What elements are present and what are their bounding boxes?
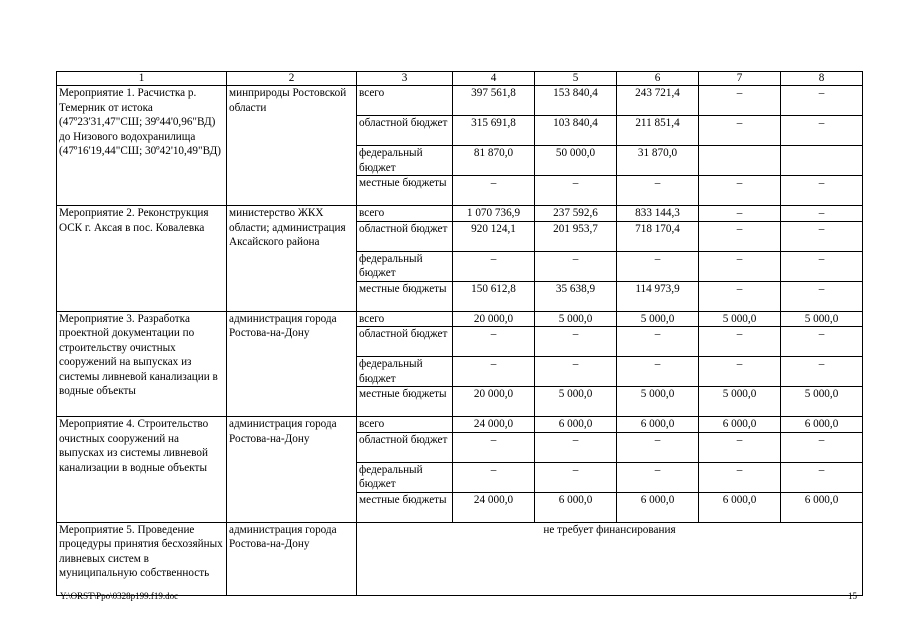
amount-cell: 243 721,4 [617, 86, 699, 116]
amount-cell: – [535, 432, 617, 462]
amount-cell: – [699, 176, 781, 206]
activity-name: Мероприятие 4. Строительство очистных сооружений на выпусках из системы ливневой канализации в водные объекты [57, 417, 227, 523]
amount-cell: – [617, 462, 699, 492]
amount-cell: 5 000,0 [781, 387, 863, 417]
activity-name: Мероприятие 1. Расчистка р. Темерник от истока (47º23'31,47"СШ; 39º44'0,96"ВД) до Низового водохранилища (47º16'19,44"СШ; 30º42'10,49"ВД) [57, 86, 227, 206]
header-col-5: 5 [535, 72, 617, 86]
funding-source: всего [357, 311, 453, 327]
amount-cell: 20 000,0 [453, 311, 535, 327]
amount-cell: – [617, 251, 699, 281]
amount-cell: 833 144,3 [617, 206, 699, 222]
amount-cell: 6 000,0 [699, 492, 781, 522]
amount-cell: – [699, 251, 781, 281]
funding-source: местные бюджеты [357, 176, 453, 206]
amount-cell: – [699, 221, 781, 251]
amount-cell: – [781, 462, 863, 492]
header-col-7: 7 [699, 72, 781, 86]
amount-cell: – [781, 357, 863, 387]
funding-source: местные бюджеты [357, 281, 453, 311]
funding-source: областной бюджет [357, 221, 453, 251]
amount-cell: 211 851,4 [617, 116, 699, 146]
activity-executor: администрация города Ростова-на-Дону [227, 311, 357, 417]
amount-cell: 31 870,0 [617, 146, 699, 176]
amount-cell [781, 146, 863, 176]
footer-file-path: Y:\ORST\Ppo\0328p199.f19.doc [60, 591, 179, 601]
header-col-3: 3 [357, 72, 453, 86]
header-col-4: 4 [453, 72, 535, 86]
activity-executor: администрация города Ростова-на-Дону [227, 417, 357, 523]
amount-cell: – [535, 327, 617, 357]
activity-4-row [57, 417, 863, 433]
amount-cell: 6 000,0 [535, 492, 617, 522]
amount-cell: – [781, 327, 863, 357]
amount-cell: 6 000,0 [781, 492, 863, 522]
activity-1-row [57, 86, 863, 116]
amount-cell: 5 000,0 [781, 311, 863, 327]
funding-source: всего [357, 417, 453, 433]
amount-cell: 24 000,0 [453, 492, 535, 522]
activity-3-row [57, 311, 863, 327]
amount-cell: – [453, 462, 535, 492]
amount-cell: 1 070 736,9 [453, 206, 535, 222]
amount-cell: 5 000,0 [617, 387, 699, 417]
funding-source: федеральный бюджет [357, 357, 453, 387]
amount-cell: 103 840,4 [535, 116, 617, 146]
header-col-8: 8 [781, 72, 863, 86]
amount-cell: 5 000,0 [535, 387, 617, 417]
amount-cell: 6 000,0 [617, 417, 699, 433]
funding-source: областной бюджет [357, 432, 453, 462]
amount-cell: – [453, 432, 535, 462]
amount-cell: 20 000,0 [453, 387, 535, 417]
funding-source: всего [357, 86, 453, 116]
header-col-1: 1 [57, 72, 227, 86]
amount-cell: – [781, 251, 863, 281]
amount-cell: – [535, 462, 617, 492]
amount-cell: – [699, 462, 781, 492]
amount-cell: – [453, 176, 535, 206]
amount-cell: – [781, 206, 863, 222]
amount-cell: – [781, 432, 863, 462]
amount-cell: 920 124,1 [453, 221, 535, 251]
amount-cell: – [453, 327, 535, 357]
activity-name: Мероприятие 3. Разработка проектной документации по строительству очистных сооружений на выпусках из системы ливневой канализации в водные объекты [57, 311, 227, 417]
amount-cell: 6 000,0 [699, 417, 781, 433]
amount-cell: – [699, 357, 781, 387]
amount-cell: – [781, 176, 863, 206]
amount-cell: – [535, 176, 617, 206]
amount-cell: 315 691,8 [453, 116, 535, 146]
funding-source: областной бюджет [357, 327, 453, 357]
funding-source: федеральный бюджет [357, 146, 453, 176]
funding-source: областной бюджет [357, 116, 453, 146]
funding-source: местные бюджеты [357, 492, 453, 522]
amount-cell: 81 870,0 [453, 146, 535, 176]
amount-cell: – [699, 86, 781, 116]
amount-cell: – [699, 432, 781, 462]
amount-cell: 24 000,0 [453, 417, 535, 433]
amount-cell: – [699, 116, 781, 146]
funding-source: местные бюджеты [357, 387, 453, 417]
financing-table [56, 71, 863, 596]
amount-cell: 6 000,0 [617, 492, 699, 522]
amount-cell: 718 170,4 [617, 221, 699, 251]
amount-cell: 50 000,0 [535, 146, 617, 176]
amount-cell: – [617, 432, 699, 462]
amount-cell: – [699, 327, 781, 357]
amount-cell: 6 000,0 [535, 417, 617, 433]
amount-cell: – [781, 221, 863, 251]
activity-executor: министерство ЖКХ области; администрация Аксайского района [227, 206, 357, 312]
amount-cell: 6 000,0 [781, 417, 863, 433]
amount-cell: 5 000,0 [699, 311, 781, 327]
funding-source: федеральный бюджет [357, 462, 453, 492]
amount-cell: – [535, 251, 617, 281]
header-row [57, 72, 863, 86]
activity-5-row [57, 522, 863, 595]
amount-cell: 150 612,8 [453, 281, 535, 311]
amount-cell: – [781, 86, 863, 116]
amount-cell: 397 561,8 [453, 86, 535, 116]
amount-cell: 5 000,0 [699, 387, 781, 417]
funding-source: федеральный бюджет [357, 251, 453, 281]
amount-cell: – [617, 327, 699, 357]
header-col-6: 6 [617, 72, 699, 86]
activity-executor: администрация города Ростова-на-Дону [227, 522, 357, 595]
activity-name: Мероприятие 5. Проведение процедуры принятия бесхозяйных ливневых систем в муниципальную собственность [57, 522, 227, 595]
amount-cell: 201 953,7 [535, 221, 617, 251]
amount-cell: 35 638,9 [535, 281, 617, 311]
page-number: 15 [848, 591, 857, 601]
amount-cell: – [453, 251, 535, 281]
amount-cell: 5 000,0 [617, 311, 699, 327]
amount-cell: – [453, 357, 535, 387]
amount-cell: 237 592,6 [535, 206, 617, 222]
no-funding-note: не требует финансирования [357, 522, 863, 595]
amount-cell: – [699, 206, 781, 222]
activity-executor: минприроды Ростовской области [227, 86, 357, 206]
amount-cell: – [617, 357, 699, 387]
amount-cell: – [781, 281, 863, 311]
amount-cell: 114 973,9 [617, 281, 699, 311]
amount-cell: – [699, 281, 781, 311]
funding-source: всего [357, 206, 453, 222]
amount-cell: 5 000,0 [535, 311, 617, 327]
activity-name: Мероприятие 2. Реконструкция ОСК г. Аксая в пос. Ковалевка [57, 206, 227, 312]
activity-2-row [57, 206, 863, 222]
amount-cell: – [781, 116, 863, 146]
amount-cell: 153 840,4 [535, 86, 617, 116]
amount-cell: – [535, 357, 617, 387]
amount-cell [699, 146, 781, 176]
amount-cell: – [617, 176, 699, 206]
header-col-2: 2 [227, 72, 357, 86]
